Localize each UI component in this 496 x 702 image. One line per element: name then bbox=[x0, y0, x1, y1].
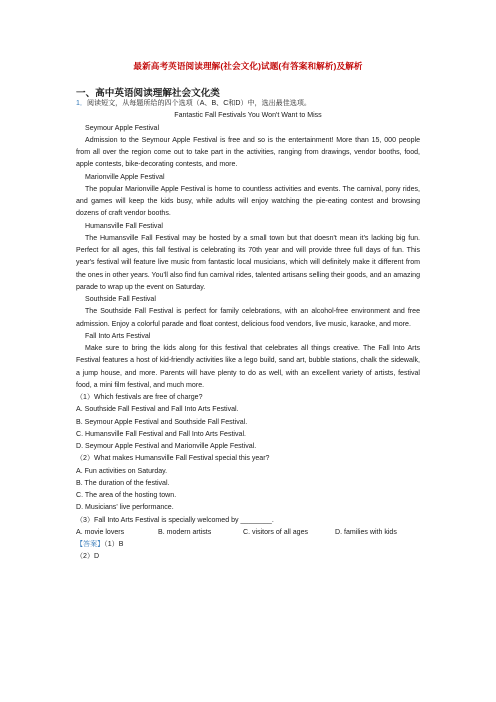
festival-name: Humansville Fall Festival bbox=[85, 222, 163, 230]
answer-option: C. Humansville Fall Festival and Fall Into Arts Festival. bbox=[76, 430, 246, 438]
festival-text: The Southside Fall Festival is perfect for family celebrations, with an alcohol-free environment and free admission. Enjoy a colorful parade and float contest, delicious food vendors, live music, karaoke, and more. bbox=[76, 308, 420, 328]
answer-value: （2）D bbox=[76, 553, 100, 561]
question-stem: （2）What makes Humansville Fall Festival special this year? bbox=[76, 455, 270, 463]
festival-text: The Humansville Fall Festival may be hosted by a small town but that doesn't mean it's lacking big fun. Perfect for all ages, this fall festival is celebrating its 70th year and will provide three full days of fun. This year's festival will feature live music from fantastic local musicians, which will definitely make it different from the ones in other years. You'll also find fun carnival rides, talented artisans selling their goods, and an amazing parade to wrap up the event on Saturday. bbox=[76, 234, 420, 291]
answer-option: C. visitors of all ages bbox=[243, 528, 309, 536]
answer-option: B. Seymour Apple Festival and Southside Fall Festival. bbox=[76, 418, 248, 426]
question-number: 1． bbox=[76, 100, 87, 107]
answer-option: C. The area of the hosting town. bbox=[76, 492, 177, 499]
answer-option: B. The duration of the festival. bbox=[76, 479, 170, 487]
festival-text: Admission to the Seymour Apple Festival is free and so is the entertainment! More than 15, 000 people from all over the region come out to take part in the activities, ranging from drawings, vendor booths, food, apple contests, bike-decorating contests, and more. bbox=[76, 136, 420, 169]
answer-option: D. Seymour Apple Festival and Marionville Apple Festival. bbox=[76, 443, 257, 450]
answer-option: A. movie lovers bbox=[76, 528, 125, 536]
answer-option: A. Fun activities on Saturday. bbox=[76, 467, 168, 475]
question-stem: （3）Fall Into Arts Festival is specially welcomed by ________. bbox=[76, 516, 274, 524]
answer-option: D. Musicians' live performance. bbox=[76, 504, 174, 512]
instruction-text: 阅读短文，从每题所给的四个选项（A、B、C和D）中，选出最佳选项。 bbox=[86, 100, 311, 107]
passage-title: Fantastic Fall Festivals You Won't Want to Miss bbox=[174, 112, 322, 120]
section-heading: 一、高中英语阅读理解社会文化类 bbox=[76, 88, 220, 99]
answer-option: D. families with kids bbox=[335, 528, 397, 536]
answer-value: （1）B bbox=[104, 541, 124, 548]
instruction-line bbox=[76, 98, 420, 110]
festival-name: Seymour Apple Festival bbox=[85, 124, 160, 132]
answer-line bbox=[76, 539, 420, 551]
answer-label: 【答案】 bbox=[76, 541, 105, 548]
answer-option: B. modern artists bbox=[158, 528, 212, 536]
festival-name: Southside Fall Festival bbox=[85, 296, 156, 303]
festival-name: Fall Into Arts Festival bbox=[85, 332, 151, 340]
document-body bbox=[76, 98, 420, 564]
festival-name: Marionville Apple Festival bbox=[85, 173, 165, 181]
answer-option: A. Southside Fall Festival and Fall Into Arts Festival. bbox=[76, 406, 239, 414]
question-stem: （1）Which festivals are free of charge? bbox=[76, 394, 203, 401]
festival-text: Make sure to bring the kids along for this festival that celebrates all things creative. The Fall Into Arts Festival features a host of kid-friendly activities like a lego build, sand art, bubble stations, chalk the sidewalk, a jump house, and more. Parents will have plenty to do as well, with an excellent variety of artists, festival food, a mini film festival, and much more. bbox=[76, 345, 420, 389]
answer-options-row bbox=[76, 527, 420, 539]
festival-text: The popular Marionville Apple Festival is home to countless activities and events. The carnival, pony rides, and games will keep the kids busy, while adults will enjoy watching the pie-eating contest and browsing dozens of craft vendor booths. bbox=[76, 185, 420, 218]
document-title: 最新高考英语阅读理解(社会文化)试题(有答案和解析)及解析 bbox=[133, 61, 363, 71]
